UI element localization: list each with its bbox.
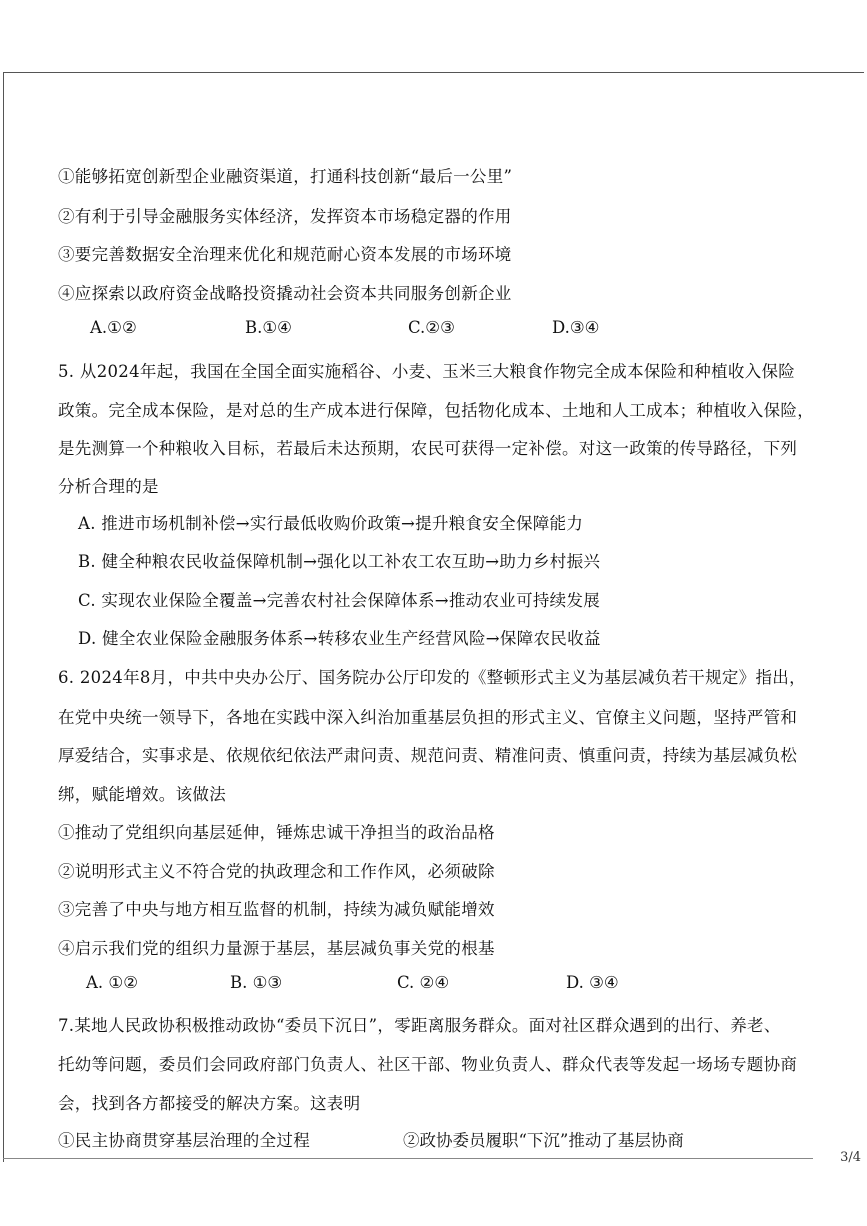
q6-stem-line-1: 6. 2024年8月，中共中央办公厅、国务院办公厅印发的《整顿形式主义为基层减负若干规定》指出， [58,668,806,687]
q4-item-1: ①能够拓宽创新型企业融资渠道，打通科技创新“最后一公里” [58,167,513,186]
q4-item-3: ③要完善数据安全治理来优化和规范耐心资本发展的市场环境 [58,245,512,264]
q6-stem-line-2: 在党中央统一领导下，各地在实践中深入纠治加重基层负担的形式主义、官僚主义问题，坚持严管和 [58,708,798,727]
q4-item-2: ②有利于引导金融服务实体经济，发挥资本市场稳定器的作用 [58,207,512,226]
q6-item-2: ②说明形式主义不符合党的执政理念和工作作风，必须破除 [58,862,495,881]
q4-option-d: D.③④ [552,318,600,337]
q7-item-2: ②政协委员履职“下沉”推动了基层协商 [403,1131,684,1150]
q6-item-4: ④启示我们党的组织力量源于基层，基层减负事关党的根基 [58,939,495,958]
q6-option-c: C. ②④ [397,973,450,992]
q7-stem-line-3: 会，找到各方都接受的解决方案。这表明 [58,1094,361,1113]
q7-item-1: ①民主协商贯穿基层治理的全过程 [58,1131,310,1150]
q6-stem-line-4: 绑，赋能增效。该做法 [58,785,226,804]
page-frame-top [3,72,864,73]
q6-stem-line-3: 厚爱结合，实事求是、依规依纪依法严肃问责、规范问责、精准问责、慎重问责，持续为基层减负松 [58,746,798,765]
q7-stem-line-2: 托幼等问题，委员们会同政府部门负责人、社区干部、物业负责人、群众代表等发起一场场专题协商 [58,1055,798,1074]
page-number: 3/4 [840,1150,861,1165]
q4-option-a: A.①② [90,318,137,337]
q7-stem-line-1: 7.某地人民政协积极推动政协“委员下沉日”，零距离服务群众。面对社区群众遇到的出行、养老、 [58,1016,781,1035]
q4-item-4: ④应探索以政府资金战略投资撬动社会资本共同服务创新企业 [58,284,512,303]
q5-stem-line-1: 5. 从2024年起，我国在全国全面实施稻谷、小麦、玉米三大粮食作物完全成本保险和种植收入保险 [58,362,796,381]
q5-stem-line-2: 政策。完全成本保险，是对总的生产成本进行保障，包括物化成本、土地和人工成本；种植收入保险， [58,401,814,420]
page-frame-left [3,72,4,1162]
q4-option-c: C.②③ [408,318,455,337]
q5-stem-line-3: 是先测算一个种粮收入目标，若最后未达预期，农民可获得一定补偿。对这一政策的传导路径，下列 [58,439,798,458]
q5-stem-line-4: 分析合理的是 [58,477,159,496]
q6-item-1: ①推动了党组织向基层延伸，锤炼忠诚干净担当的政治品格 [58,823,495,842]
q6-option-d: D. ③④ [566,973,619,992]
q6-option-a: A. ①② [86,973,138,992]
q6-option-b: B. ①③ [230,973,283,992]
q5-option-c: C. 实现农业保险全覆盖→完善农村社会保障体系→推动农业可持续发展 [78,591,601,610]
q5-option-a: A. 推进市场机制补偿→实行最低收购价政策→提升粮食安全保障能力 [78,514,584,533]
q4-option-b: B.①④ [245,318,292,337]
page-frame-bottom [3,1158,813,1159]
q6-item-3: ③完善了中央与地方相互监督的机制，持续为减负赋能增效 [58,900,495,919]
q5-option-d: D. 健全农业保险金融服务体系→转移农业生产经营风险→保障农民收益 [78,629,601,648]
q5-option-b: B. 健全种粮农民收益保障机制→强化以工补农工农互助→助力乡村振兴 [78,552,601,571]
